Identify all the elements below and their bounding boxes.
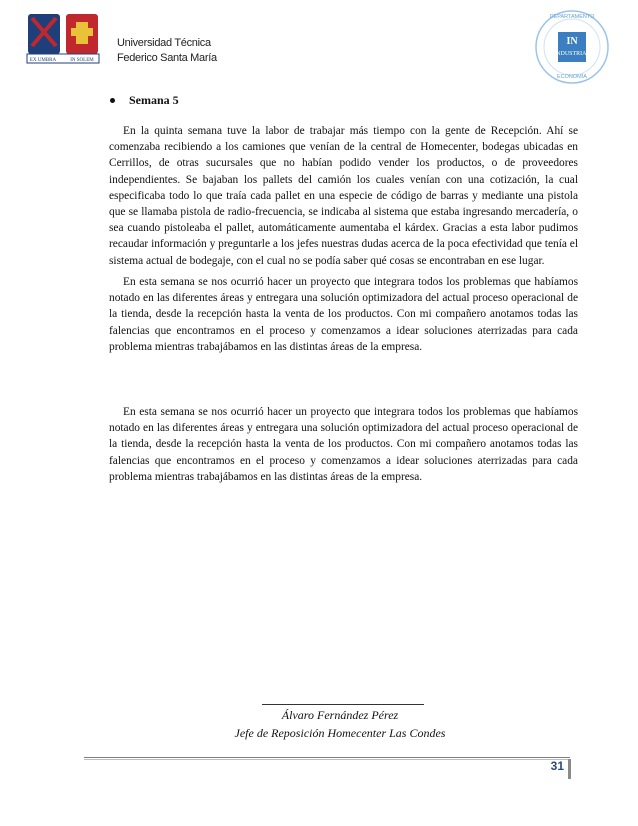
section-heading (110, 93, 179, 108)
signature-title: Jefe de Reposición Homecenter Las Condes (234, 726, 446, 740)
crest-motto-left: EX UMBRA (29, 58, 57, 63)
paragraph-2: En esta semana se nos ocurrió hacer un proyecto que integrara todos los problemas que habíamos notado en las diferentes áreas y entregara una solución optimizadora del actual proceso operacional de la tienda, desde la recepción hasta la venta de los productos. Con mi compañero anotamos todas las falencias que encontramos en el proceso y comenzamos a idear soluciones aterrizadas para cada problema mientras trabajábamos en las distintas áreas de la empresa. (109, 276, 578, 353)
signature-line (262, 704, 424, 705)
footer-divider (84, 757, 570, 758)
signature-name: Álvaro Fernández Pérez (281, 708, 399, 722)
seal-bottom-text: ECONOMÍA (557, 74, 587, 80)
seal-center-text: INDUSTRIAS (554, 51, 590, 57)
section-title: Semana 5 (129, 93, 179, 107)
page-number: 31 (550, 759, 564, 773)
page-number-bar (568, 759, 571, 779)
footer-divider-secondary (84, 759, 570, 760)
seal-top-text: DEPARTAMENTO (549, 14, 595, 20)
bullet-icon (110, 98, 115, 103)
crest-motto-right: IN SOLEM (70, 58, 94, 63)
department-seal-logo (533, 8, 611, 86)
university-name-line1: Universidad Técnica (117, 37, 211, 49)
paragraph-1: En la quinta semana tuve la labor de trabajar más tiempo con la gente de Recepción. Ahí se comenzaba recibiendo a los camiones que venían de la central de Homecenter, bodegas ubicadas en Cerrillos, de otras sucursales que no habían podido vender los productos, o de proveedores independientes. Se bajaban los pallets del camión los cuales venían con una cotización, la cual especificaba todo lo que traía cada pallet en una especie de código de barras y mediante una pistola que se llamaba pistola de radio-frecuencia, se indicaba al sistema que estaba ingresando mercadería, o sea cuando pistoleaba el pallet, automáticamente aumentaba el kárdex. Gracias a esta labor pudimos recaudar información y preguntarle a los jefes nuestras dudas acerca de la poca efectividad que tenía el sistema actual de bodegaje, con el cual no se podía saber qué cosas se encontraban en ese lugar. (109, 125, 578, 267)
paragraph-3: En esta semana se nos ocurrió hacer un proyecto que integrara todos los problemas que habíamos notado en las diferentes áreas y entregara una solución optimizadora del actual proceso operacional de la tienda, desde la recepción hasta la venta de los productos. Con mi compañero anotamos todas las falencias que encontramos en el proceso y comenzamos a idear soluciones aterrizadas para cada problema mientras trabajábamos en las distintas áreas de la empresa. (109, 406, 578, 483)
university-name-line2: Federico Santa María (117, 52, 217, 64)
university-name (117, 36, 217, 66)
university-crest-logo (26, 12, 100, 64)
svg-text:IN: IN (566, 36, 578, 47)
